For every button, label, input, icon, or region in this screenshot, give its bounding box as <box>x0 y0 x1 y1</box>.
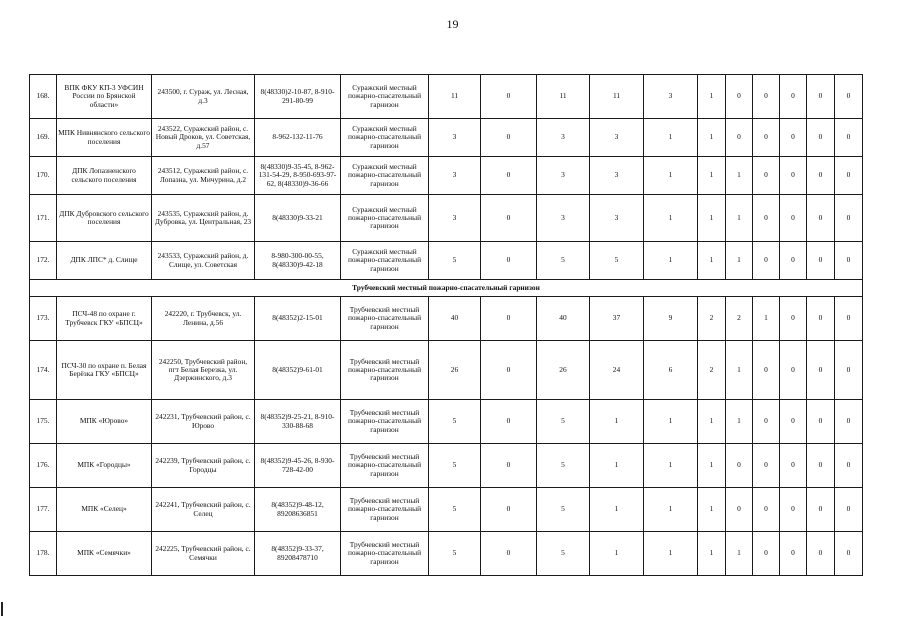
table-row <box>30 532 863 576</box>
cell-row-number: 175. <box>30 400 57 444</box>
cell-count-11: 0 <box>835 195 863 242</box>
cell-count-9: 0 <box>780 195 807 242</box>
cell-count-5: 1 <box>644 532 698 576</box>
cell-phone: 8(48352)2-15-01 <box>255 297 341 341</box>
cell-address: 243500, г. Сураж, ул. Лесная, д.3 <box>152 75 255 119</box>
cell-count-11: 0 <box>835 242 863 280</box>
cell-count-7: 1 <box>726 400 753 444</box>
cell-count-8: 0 <box>753 400 780 444</box>
cell-row-number: 172. <box>30 242 57 280</box>
cell-count-3: 3 <box>537 119 590 157</box>
cell-row-number: 168. <box>30 75 57 119</box>
cell-count-7: 1 <box>726 532 753 576</box>
table-row <box>30 195 863 242</box>
cell-row-number: 176. <box>30 444 57 488</box>
table-section <box>30 280 863 297</box>
cell-phone: 8(48352)9-45-26, 8-930-728-42-00 <box>255 444 341 488</box>
cell-count-9: 0 <box>780 75 807 119</box>
cell-count-1: 5 <box>429 488 481 532</box>
table-row <box>30 157 863 195</box>
cell-count-6: 1 <box>698 242 726 280</box>
cell-count-5: 9 <box>644 297 698 341</box>
cell-count-10: 0 <box>807 195 835 242</box>
cell-phone: 8(48330)9-35-45, 8-962-131-54-29, 8-950-693-97-62, 8(48330)9-36-66 <box>255 157 341 195</box>
cell-count-4: 37 <box>590 297 644 341</box>
cell-count-1: 26 <box>429 341 481 400</box>
table-body-trubchevsk <box>30 297 863 576</box>
cell-count-6: 1 <box>698 157 726 195</box>
cell-count-11: 0 <box>835 532 863 576</box>
cell-count-2: 0 <box>481 341 537 400</box>
section-title: Трубчевский местный пожарно-спасательный гарнизон <box>30 280 863 297</box>
cell-row-number: 177. <box>30 488 57 532</box>
cell-count-3: 40 <box>537 297 590 341</box>
cell-count-6: 2 <box>698 297 726 341</box>
cell-count-2: 0 <box>481 488 537 532</box>
cell-garrison: Трубчевский местный пожарно-спасательный гарнизон <box>341 400 429 444</box>
table-row <box>30 75 863 119</box>
cell-count-4: 1 <box>590 532 644 576</box>
cell-count-9: 0 <box>780 297 807 341</box>
cell-address: 242241, Трубчевский район, с. Селец <box>152 488 255 532</box>
cell-address: 242250, Трубчевский район, пгт Белая Березка, ул. Дзержинского, д.3 <box>152 341 255 400</box>
cell-count-5: 1 <box>644 195 698 242</box>
cell-count-6: 1 <box>698 444 726 488</box>
cell-count-11: 0 <box>835 75 863 119</box>
cell-garrison: Суражский местный пожарно-спасательный гарнизон <box>341 157 429 195</box>
cell-count-8: 0 <box>753 341 780 400</box>
cell-count-10: 0 <box>807 157 835 195</box>
cell-count-2: 0 <box>481 400 537 444</box>
cell-count-5: 1 <box>644 400 698 444</box>
page-number: 19 <box>446 17 459 31</box>
cell-brigade-name: ПСЧ-30 по охране п. Белая Берёзка ГКУ «БПСЦ» <box>57 341 152 400</box>
cell-garrison: Трубчевский местный пожарно-спасательный гарнизон <box>341 341 429 400</box>
table-row <box>30 119 863 157</box>
cell-address: 243533, Суражский район, д. Слище, ул. Советская <box>152 242 255 280</box>
cell-brigade-name: ДПК Дубровского сельского поселения <box>57 195 152 242</box>
cell-address: 243522, Суражский район, с. Новый Дроков, ул. Советская, д.57 <box>152 119 255 157</box>
cell-count-8: 0 <box>753 195 780 242</box>
cell-row-number: 171. <box>30 195 57 242</box>
cell-count-2: 0 <box>481 119 537 157</box>
cell-count-3: 3 <box>537 195 590 242</box>
cell-address: 243512, Суражский район, с. Лопазна, ул. Мичурина, д.2 <box>152 157 255 195</box>
cell-count-9: 0 <box>780 341 807 400</box>
cell-count-2: 0 <box>481 297 537 341</box>
cell-count-4: 11 <box>590 75 644 119</box>
cell-garrison: Трубчевский местный пожарно-спасательный гарнизон <box>341 444 429 488</box>
cell-count-8: 0 <box>753 488 780 532</box>
cell-count-5: 1 <box>644 444 698 488</box>
table-row <box>30 242 863 280</box>
cell-count-9: 0 <box>780 488 807 532</box>
cell-count-3: 5 <box>537 444 590 488</box>
cell-count-4: 1 <box>590 400 644 444</box>
cell-count-6: 1 <box>698 195 726 242</box>
cell-count-11: 0 <box>835 119 863 157</box>
cell-count-6: 1 <box>698 119 726 157</box>
cell-count-4: 1 <box>590 488 644 532</box>
cell-count-1: 5 <box>429 400 481 444</box>
cell-phone: 8(48352)9-25-21, 8-910-330-88-68 <box>255 400 341 444</box>
cell-count-4: 3 <box>590 119 644 157</box>
cell-brigade-name: МПК «Селец» <box>57 488 152 532</box>
cell-count-10: 0 <box>807 444 835 488</box>
table-row <box>30 444 863 488</box>
cell-count-2: 0 <box>481 532 537 576</box>
cell-count-7: 2 <box>726 297 753 341</box>
cell-count-6: 2 <box>698 341 726 400</box>
cell-garrison: Суражский местный пожарно-спасательный гарнизон <box>341 119 429 157</box>
cell-count-1: 11 <box>429 75 481 119</box>
cell-address: 242225, Трубчевский район, с. Семячки <box>152 532 255 576</box>
cell-count-11: 0 <box>835 341 863 400</box>
cell-count-9: 0 <box>780 157 807 195</box>
cell-count-4: 3 <box>590 195 644 242</box>
cell-row-number: 174. <box>30 341 57 400</box>
cell-phone: 8-980-300-00-55, 8(48330)9-42-18 <box>255 242 341 280</box>
cell-count-8: 0 <box>753 242 780 280</box>
cell-row-number: 169. <box>30 119 57 157</box>
cell-count-4: 5 <box>590 242 644 280</box>
cell-address: 242239, Трубчевский район, с. Городцы <box>152 444 255 488</box>
table-row <box>30 341 863 400</box>
cell-count-8: 0 <box>753 444 780 488</box>
cell-brigade-name: ДПК ЛПС* д. Слище <box>57 242 152 280</box>
cell-count-7: 1 <box>726 341 753 400</box>
cell-count-11: 0 <box>835 400 863 444</box>
cell-address: 242231, Трубчевский район, с. Юрово <box>152 400 255 444</box>
cell-count-6: 1 <box>698 532 726 576</box>
cell-count-2: 0 <box>481 75 537 119</box>
cell-phone: 8(48352)9-33-37, 89208478710 <box>255 532 341 576</box>
table-row <box>30 488 863 532</box>
cell-count-5: 6 <box>644 341 698 400</box>
cell-phone: 8(48330)9-33-21 <box>255 195 341 242</box>
cell-count-9: 0 <box>780 242 807 280</box>
cell-count-1: 3 <box>429 119 481 157</box>
cell-count-3: 11 <box>537 75 590 119</box>
cell-count-10: 0 <box>807 242 835 280</box>
cell-count-9: 0 <box>780 532 807 576</box>
cell-garrison: Суражский местный пожарно-спасательный гарнизон <box>341 195 429 242</box>
cell-count-7: 0 <box>726 75 753 119</box>
cell-count-3: 5 <box>537 488 590 532</box>
cell-count-8: 0 <box>753 119 780 157</box>
cell-count-9: 0 <box>780 119 807 157</box>
cell-count-1: 5 <box>429 242 481 280</box>
cell-count-8: 0 <box>753 75 780 119</box>
cell-count-4: 3 <box>590 157 644 195</box>
margin-mark <box>1 602 3 616</box>
cell-brigade-name: МПК «Семячки» <box>57 532 152 576</box>
cell-count-3: 5 <box>537 400 590 444</box>
cell-count-2: 0 <box>481 195 537 242</box>
cell-garrison: Суражский местный пожарно-спасательный гарнизон <box>341 242 429 280</box>
cell-count-11: 0 <box>835 157 863 195</box>
cell-count-2: 0 <box>481 444 537 488</box>
cell-count-7: 0 <box>726 444 753 488</box>
cell-count-8: 0 <box>753 157 780 195</box>
cell-count-5: 1 <box>644 157 698 195</box>
cell-count-8: 0 <box>753 532 780 576</box>
cell-phone: 8(48352)9-48-12, 89208636851 <box>255 488 341 532</box>
cell-count-1: 40 <box>429 297 481 341</box>
cell-row-number: 170. <box>30 157 57 195</box>
cell-count-1: 5 <box>429 532 481 576</box>
fire-brigade-table <box>29 74 863 576</box>
cell-count-2: 0 <box>481 242 537 280</box>
cell-count-7: 0 <box>726 488 753 532</box>
cell-brigade-name: ВПК ФКУ КП-3 УФСИН России по Брянской области» <box>57 75 152 119</box>
cell-count-7: 1 <box>726 242 753 280</box>
cell-count-7: 1 <box>726 195 753 242</box>
cell-count-10: 0 <box>807 119 835 157</box>
cell-row-number: 178. <box>30 532 57 576</box>
cell-count-6: 1 <box>698 488 726 532</box>
cell-count-10: 0 <box>807 488 835 532</box>
cell-phone: 8-962-132-11-76 <box>255 119 341 157</box>
cell-brigade-name: ДПК Лопазненского сельского поселения <box>57 157 152 195</box>
cell-count-5: 3 <box>644 75 698 119</box>
cell-brigade-name: МПК «Юрово» <box>57 400 152 444</box>
cell-count-7: 0 <box>726 119 753 157</box>
cell-row-number: 173. <box>30 297 57 341</box>
table-row <box>30 400 863 444</box>
cell-count-4: 24 <box>590 341 644 400</box>
cell-phone: 8(48330)2-10-87, 8-910-291-80-99 <box>255 75 341 119</box>
cell-count-1: 3 <box>429 157 481 195</box>
cell-count-5: 1 <box>644 119 698 157</box>
cell-address: 243535, Суражский район, д. Дубровка, ул. Центральная, 23 <box>152 195 255 242</box>
cell-count-6: 1 <box>698 75 726 119</box>
cell-garrison: Суражский местный пожарно-спасательный гарнизон <box>341 75 429 119</box>
cell-count-2: 0 <box>481 157 537 195</box>
table-row <box>30 297 863 341</box>
cell-count-10: 0 <box>807 341 835 400</box>
cell-count-11: 0 <box>835 297 863 341</box>
cell-count-7: 1 <box>726 157 753 195</box>
cell-garrison: Трубчевский местный пожарно-спасательный гарнизон <box>341 532 429 576</box>
cell-count-10: 0 <box>807 400 835 444</box>
cell-count-1: 3 <box>429 195 481 242</box>
cell-count-10: 0 <box>807 532 835 576</box>
cell-address: 242220, г. Трубчевск, ул. Ленина, д.56 <box>152 297 255 341</box>
cell-count-3: 5 <box>537 532 590 576</box>
cell-count-11: 0 <box>835 444 863 488</box>
cell-brigade-name: ПСЧ-48 по охране г. Трубчевск ГКУ «БПСЦ» <box>57 297 152 341</box>
cell-brigade-name: МПК «Городцы» <box>57 444 152 488</box>
cell-phone: 8(48352)9-61-01 <box>255 341 341 400</box>
cell-count-3: 5 <box>537 242 590 280</box>
cell-garrison: Трубчевский местный пожарно-спасательный гарнизон <box>341 297 429 341</box>
cell-count-3: 26 <box>537 341 590 400</box>
cell-count-10: 0 <box>807 297 835 341</box>
cell-count-9: 0 <box>780 400 807 444</box>
cell-count-6: 1 <box>698 400 726 444</box>
cell-count-9: 0 <box>780 444 807 488</box>
cell-count-10: 0 <box>807 75 835 119</box>
table-body-suraj <box>30 75 863 280</box>
cell-brigade-name: МПК Нивнянского сельского поселения <box>57 119 152 157</box>
cell-garrison: Трубчевский местный пожарно-спасательный гарнизон <box>341 488 429 532</box>
cell-count-4: 1 <box>590 444 644 488</box>
cell-count-1: 5 <box>429 444 481 488</box>
cell-count-3: 3 <box>537 157 590 195</box>
cell-count-5: 1 <box>644 488 698 532</box>
cell-count-8: 1 <box>753 297 780 341</box>
cell-count-11: 0 <box>835 488 863 532</box>
cell-count-5: 1 <box>644 242 698 280</box>
